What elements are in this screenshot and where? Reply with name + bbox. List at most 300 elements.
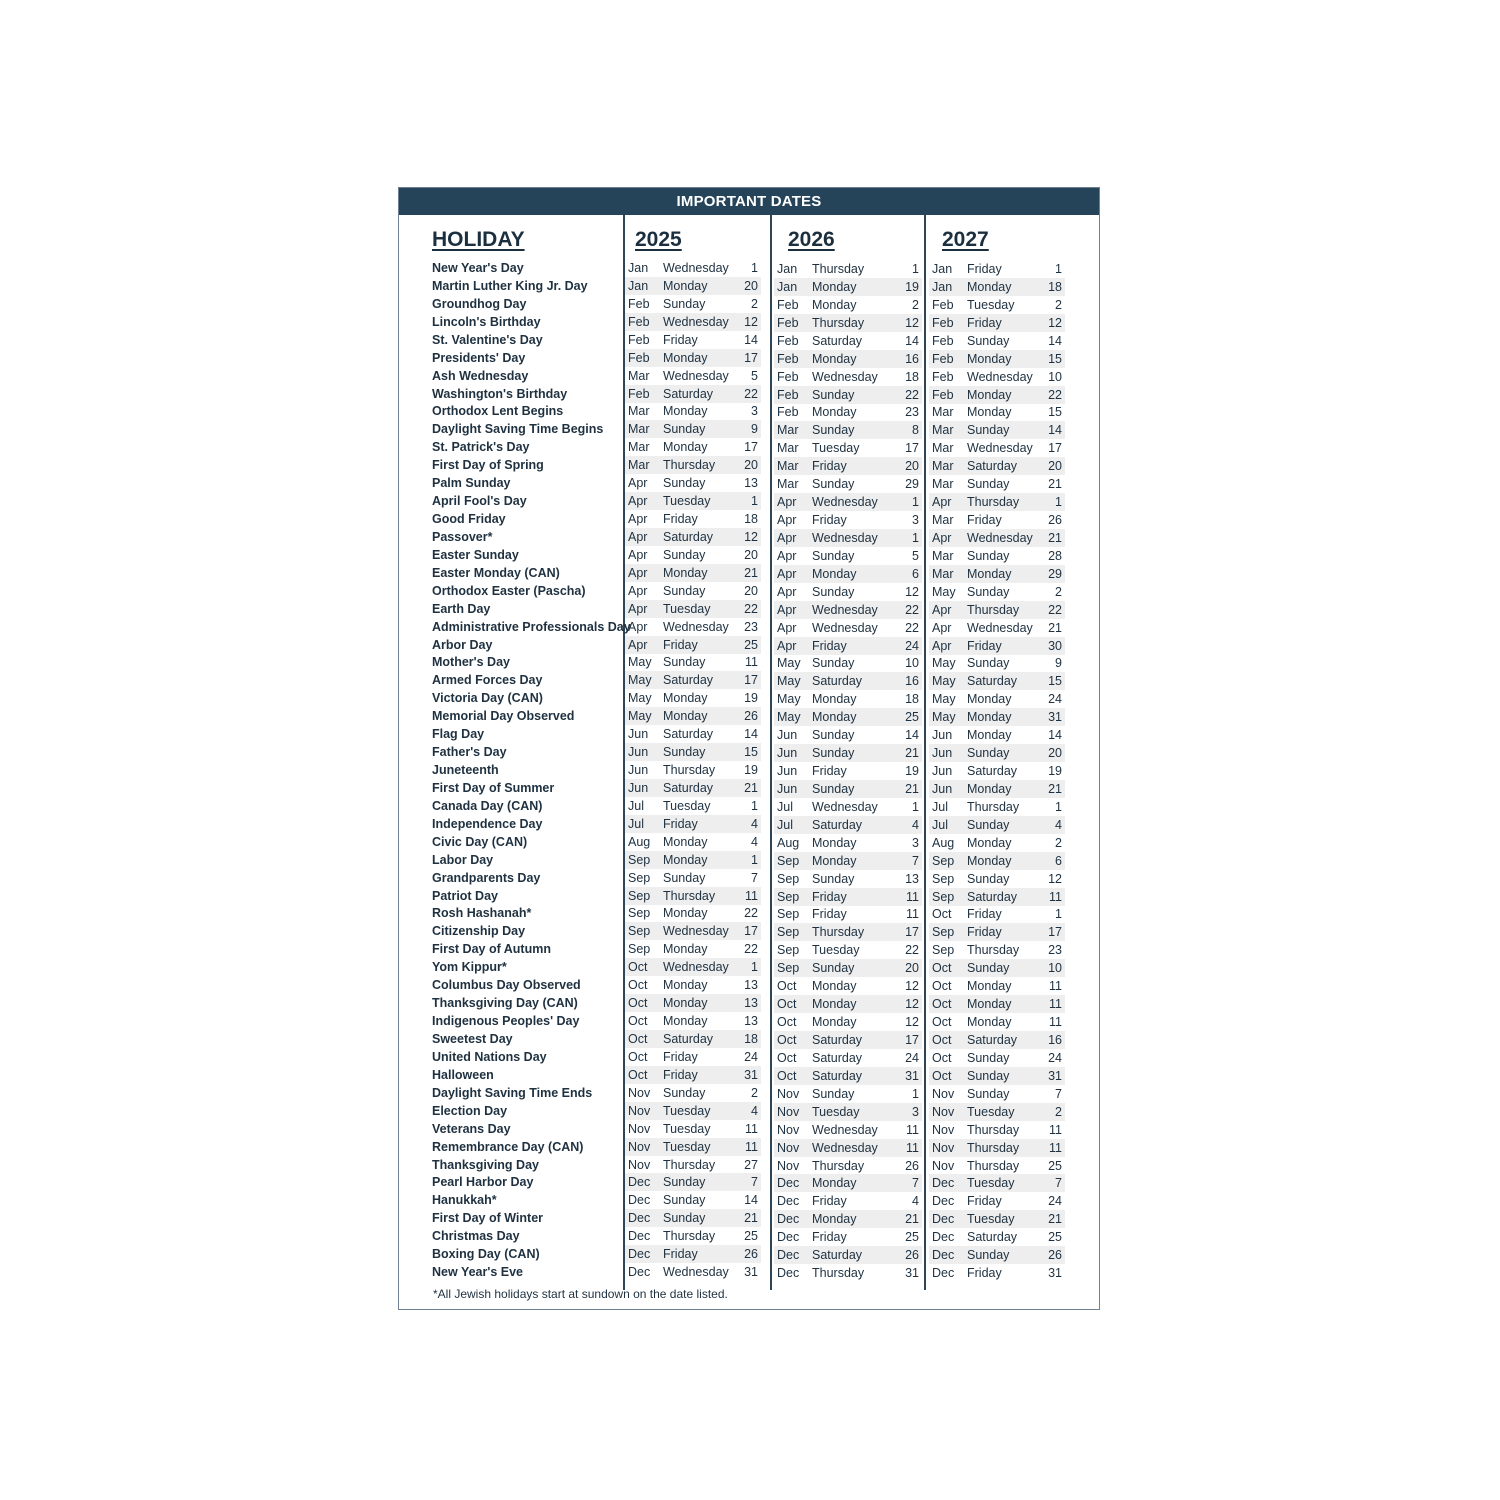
day-number: 29: [905, 477, 919, 492]
weekday: Friday: [663, 637, 698, 652]
day-number: 24: [905, 1050, 919, 1065]
holiday-name: Easter Sunday: [432, 547, 519, 562]
day-number: 11: [745, 1121, 758, 1136]
weekday: Wednesday: [663, 960, 729, 975]
date-row: [774, 296, 922, 314]
date-row: [625, 1084, 761, 1102]
day-number: 1: [1055, 907, 1062, 922]
date-row: [625, 1156, 761, 1174]
date-row: [625, 815, 761, 833]
month: Feb: [777, 369, 799, 384]
weekday: Monday: [663, 709, 708, 724]
weekday: Sunday: [812, 746, 855, 761]
date-row: [929, 529, 1065, 547]
date-row: [625, 1138, 761, 1156]
month: Jun: [628, 780, 649, 795]
month: Feb: [777, 387, 799, 402]
day-number: 7: [751, 870, 758, 885]
day-number: 25: [1048, 1158, 1062, 1173]
weekday: Thursday: [663, 763, 716, 778]
weekday: Monday: [663, 278, 708, 293]
date-row: [929, 421, 1065, 439]
year-header-2027: 2027: [942, 228, 989, 251]
date-row: [625, 438, 761, 456]
weekday: Tuesday: [967, 1212, 1015, 1227]
date-row: [929, 1031, 1065, 1049]
month: Mar: [628, 422, 650, 437]
month: Mar: [777, 477, 799, 492]
day-number: 17: [1048, 925, 1062, 940]
day-number: 7: [1055, 1176, 1062, 1191]
weekday: Tuesday: [812, 943, 860, 958]
month: Feb: [777, 351, 799, 366]
date-row: [929, 762, 1065, 780]
month: Feb: [777, 315, 799, 330]
month: May: [932, 710, 956, 725]
day-number: 23: [744, 619, 758, 634]
month: Dec: [628, 1193, 651, 1208]
holiday-name: Thanksgiving Day (CAN): [432, 996, 578, 1011]
holiday-name: United Nations Day: [432, 1049, 547, 1064]
month: Apr: [777, 602, 797, 617]
day-number: 14: [1048, 423, 1062, 438]
weekday: Wednesday: [967, 620, 1033, 635]
day-number: 24: [905, 638, 919, 653]
date-row: [929, 1228, 1065, 1246]
date-row: [929, 852, 1065, 870]
day-number: 3: [751, 404, 758, 419]
month: May: [777, 692, 801, 707]
date-row: [929, 905, 1065, 923]
day-number: 20: [1048, 746, 1062, 761]
month: Sep: [628, 888, 651, 903]
date-row: [625, 600, 761, 618]
day-number: 1: [1055, 799, 1062, 814]
month: Apr: [628, 619, 648, 634]
weekday: Sunday: [967, 333, 1010, 348]
weekday: Sunday: [663, 1211, 706, 1226]
date-row: [774, 816, 922, 834]
date-row: [774, 1192, 922, 1210]
month: Oct: [628, 960, 648, 975]
holiday-name: Thanksgiving Day: [432, 1157, 539, 1172]
weekday: Saturday: [812, 674, 863, 689]
day-number: 22: [905, 620, 919, 635]
date-row: [625, 707, 761, 725]
date-row: [774, 708, 922, 726]
date-row: [774, 1013, 922, 1031]
day-number: 1: [912, 530, 919, 545]
day-number: 4: [751, 816, 758, 831]
weekday: Thursday: [663, 1157, 716, 1172]
date-row: [774, 762, 922, 780]
day-number: 19: [905, 764, 919, 779]
weekday: Monday: [663, 1014, 708, 1029]
date-row: [625, 1012, 761, 1030]
holiday-name: First Day of Summer: [432, 780, 555, 795]
date-row: [929, 690, 1065, 708]
day-number: 1: [751, 798, 758, 813]
month: Mar: [932, 548, 954, 563]
day-number: 21: [905, 781, 919, 796]
holiday-name: Memorial Day Observed: [432, 709, 575, 724]
holiday-name: First Day of Spring: [432, 458, 544, 473]
day-number: 22: [1048, 387, 1062, 402]
holiday-name: Lincoln's Birthday: [432, 314, 541, 329]
day-number: 11: [745, 1139, 758, 1154]
date-row: [774, 439, 922, 457]
weekday: Monday: [812, 297, 857, 312]
date-row: [929, 959, 1065, 977]
month: Apr: [628, 476, 648, 491]
date-row: [929, 1121, 1065, 1139]
date-row: [774, 529, 922, 547]
day-number: 11: [745, 655, 758, 670]
day-number: 24: [1048, 692, 1062, 707]
date-row: [929, 457, 1065, 475]
day-number: 19: [905, 279, 919, 294]
card-title: IMPORTANT DATES: [399, 188, 1099, 215]
day-number: 25: [744, 637, 758, 652]
date-row: [774, 1049, 922, 1067]
holiday-name: St. Valentine's Day: [432, 332, 543, 347]
day-number: 21: [1048, 477, 1062, 492]
month: Oct: [777, 1050, 797, 1065]
holiday-name: Canada Day (CAN): [432, 798, 543, 813]
weekday: Monday: [663, 350, 708, 365]
weekday: Tuesday: [812, 441, 860, 456]
holiday-name: Sweetest Day: [432, 1031, 513, 1046]
day-number: 24: [1048, 1194, 1062, 1209]
weekday: Monday: [812, 566, 857, 581]
holiday-name: Passover*: [432, 529, 493, 544]
day-number: 2: [1055, 1104, 1062, 1119]
weekday: Monday: [967, 387, 1012, 402]
weekday: Friday: [812, 513, 847, 528]
weekday: Sunday: [967, 746, 1010, 761]
holiday-name: Hanukkah*: [432, 1193, 497, 1208]
month: Oct: [628, 1067, 648, 1082]
day-number: 22: [905, 387, 919, 402]
month: Feb: [932, 315, 954, 330]
weekday: Thursday: [812, 262, 865, 276]
holiday-name: Remembrance Day (CAN): [432, 1139, 584, 1154]
date-row: [774, 314, 922, 332]
year-header-2026: 2026: [788, 228, 835, 251]
date-row: [774, 403, 922, 421]
weekday: Tuesday: [663, 1103, 711, 1118]
month: Feb: [932, 297, 954, 312]
weekday: Sunday: [812, 1086, 855, 1101]
day-number: 1: [912, 1086, 919, 1101]
date-row: [625, 582, 761, 600]
month: Dec: [628, 1247, 651, 1262]
day-number: 4: [1055, 817, 1062, 832]
date-row: [774, 565, 922, 583]
weekday: Thursday: [812, 1266, 865, 1281]
holiday-name: Halloween: [432, 1067, 494, 1082]
day-number: 15: [1048, 351, 1062, 366]
weekday: Monday: [663, 404, 708, 419]
weekday: Wednesday: [967, 441, 1033, 456]
holiday-name: Father's Day: [432, 745, 507, 760]
weekday: Monday: [812, 1212, 857, 1227]
weekday: Monday: [663, 440, 708, 455]
month: Feb: [777, 405, 799, 420]
weekday: Tuesday: [663, 798, 711, 813]
day-number: 1: [751, 494, 758, 509]
weekday: Wednesday: [967, 369, 1033, 384]
month: Apr: [777, 495, 797, 510]
month: Jan: [932, 279, 953, 294]
month: Feb: [932, 369, 954, 384]
weekday: Friday: [812, 1230, 847, 1245]
day-number: 12: [905, 315, 919, 330]
month: Feb: [777, 297, 799, 312]
weekday: Monday: [967, 710, 1012, 725]
holiday-name: Armed Forces Day: [432, 673, 543, 688]
day-number: 2: [912, 297, 919, 312]
holiday-name: Grandparents Day: [432, 870, 541, 885]
date-row: [929, 834, 1065, 852]
month: Nov: [777, 1086, 800, 1101]
month: Apr: [628, 637, 648, 652]
weekday: Thursday: [967, 943, 1020, 958]
day-number: 1: [1055, 262, 1062, 276]
month: Sep: [777, 853, 800, 868]
holiday-name: Daylight Saving Time Ends: [432, 1085, 593, 1100]
weekday: Monday: [812, 710, 857, 725]
day-number: 6: [912, 566, 919, 581]
date-row: [929, 332, 1065, 350]
weekday: Friday: [967, 925, 1002, 940]
weekday: Friday: [967, 1194, 1002, 1209]
column-divider: [924, 215, 926, 1290]
weekday: Saturday: [663, 386, 714, 401]
month: Apr: [777, 530, 797, 545]
date-row: [774, 583, 922, 601]
day-number: 12: [905, 997, 919, 1012]
day-number: 29: [1048, 566, 1062, 581]
date-row: [929, 1013, 1065, 1031]
month: Jul: [777, 799, 793, 814]
month: Sep: [628, 870, 651, 885]
month: Apr: [628, 529, 648, 544]
date-row: [929, 1264, 1065, 1282]
month: Feb: [628, 350, 650, 365]
weekday: Friday: [967, 907, 1002, 922]
date-row: [929, 726, 1065, 744]
holiday-name: Christmas Day: [432, 1229, 520, 1244]
day-number: 14: [1048, 333, 1062, 348]
date-row: [625, 833, 761, 851]
weekday: Monday: [663, 834, 708, 849]
day-number: 20: [744, 547, 758, 562]
weekday: Monday: [967, 979, 1012, 994]
weekday: Saturday: [967, 1230, 1018, 1245]
weekday: Wednesday: [812, 602, 878, 617]
month: May: [628, 673, 652, 688]
month: Mar: [628, 368, 650, 383]
month: Apr: [777, 566, 797, 581]
month: May: [932, 674, 956, 689]
date-row: [929, 798, 1065, 816]
weekday: Monday: [663, 996, 708, 1011]
date-row: [625, 295, 761, 313]
day-number: 4: [751, 834, 758, 849]
weekday: Tuesday: [967, 1176, 1015, 1191]
weekday: Sunday: [812, 656, 855, 671]
date-row: [625, 1102, 761, 1120]
date-row: [625, 1173, 761, 1191]
day-number: 23: [905, 405, 919, 420]
weekday: Saturday: [812, 817, 863, 832]
weekday: Sunday: [812, 781, 855, 796]
date-row: [774, 905, 922, 923]
date-row: [929, 816, 1065, 834]
month: Apr: [628, 583, 648, 598]
date-row: [929, 278, 1065, 296]
weekday: Thursday: [663, 888, 716, 903]
weekday: Monday: [967, 279, 1012, 294]
month: Jul: [777, 817, 793, 832]
day-number: 12: [905, 584, 919, 599]
weekday: Sunday: [967, 548, 1010, 563]
month: Aug: [628, 834, 651, 849]
weekday: Saturday: [812, 333, 863, 348]
month: Oct: [932, 1015, 952, 1030]
month: Sep: [628, 906, 651, 921]
month: Nov: [628, 1121, 651, 1136]
holiday-name: Veterans Day: [432, 1121, 511, 1136]
weekday: Tuesday: [663, 494, 711, 509]
month: Jun: [628, 763, 649, 778]
date-row: [625, 1227, 761, 1245]
date-row: [929, 350, 1065, 368]
day-number: 25: [905, 710, 919, 725]
day-number: 11: [1049, 979, 1062, 994]
date-row: [929, 1067, 1065, 1085]
date-row: [625, 922, 761, 940]
month: Apr: [932, 530, 952, 545]
day-number: 22: [744, 906, 758, 921]
holiday-name: St. Patrick's Day: [432, 440, 530, 455]
day-number: 20: [744, 458, 758, 473]
weekday: Friday: [967, 513, 1002, 528]
day-number: 1: [1055, 495, 1062, 510]
day-number: 7: [1055, 1086, 1062, 1101]
weekday: Wednesday: [812, 799, 878, 814]
weekday: Wednesday: [812, 620, 878, 635]
day-number: 1: [912, 495, 919, 510]
date-row: [929, 368, 1065, 386]
day-number: 14: [905, 728, 919, 743]
day-number: 11: [906, 1122, 919, 1137]
month: Dec: [932, 1248, 955, 1263]
day-number: 7: [912, 853, 919, 868]
weekday: Wednesday: [663, 1265, 729, 1280]
weekday: Monday: [812, 351, 857, 366]
weekday: Monday: [663, 942, 708, 957]
day-number: 15: [744, 745, 758, 760]
month: Oct: [777, 1032, 797, 1047]
weekday: Wednesday: [812, 530, 878, 545]
day-number: 3: [912, 1104, 919, 1119]
holiday-name: April Fool's Day: [432, 494, 527, 509]
date-row: [929, 314, 1065, 332]
weekday: Wednesday: [663, 924, 729, 939]
month: Nov: [628, 1085, 651, 1100]
date-row: [774, 457, 922, 475]
weekday: Sunday: [663, 547, 706, 562]
month: Sep: [777, 943, 800, 958]
weekday: Monday: [812, 279, 857, 294]
weekday: Monday: [663, 691, 708, 706]
holiday-name: Good Friday: [432, 512, 506, 527]
holiday-name: Martin Luther King Jr. Day: [432, 278, 588, 293]
day-number: 26: [1048, 513, 1062, 528]
date-row: [774, 1157, 922, 1175]
day-number: 20: [905, 961, 919, 976]
weekday: Friday: [663, 512, 698, 527]
date-row: [929, 439, 1065, 457]
weekday: Monday: [967, 835, 1012, 850]
day-number: 17: [744, 440, 758, 455]
month: Oct: [932, 1068, 952, 1083]
date-row: [929, 654, 1065, 672]
day-number: 31: [1048, 1068, 1062, 1083]
holiday-name: Labor Day: [432, 852, 494, 867]
date-row: [929, 637, 1065, 655]
month: Feb: [628, 296, 650, 311]
weekday: Sunday: [967, 1248, 1010, 1263]
holiday-name: Civic Day (CAN): [432, 834, 528, 849]
day-number: 14: [905, 333, 919, 348]
date-row: [774, 601, 922, 619]
month: Dec: [628, 1211, 651, 1226]
holiday-name: Orthodox Lent Begins: [432, 404, 564, 419]
weekday: Thursday: [967, 495, 1020, 510]
holiday-name: Yom Kippur*: [432, 960, 507, 975]
month: Nov: [777, 1158, 800, 1173]
month: Nov: [628, 1157, 651, 1172]
holiday-name: Patriot Day: [432, 888, 498, 903]
weekday: Saturday: [812, 1032, 863, 1047]
month: Dec: [777, 1266, 800, 1281]
day-number: 11: [1049, 1140, 1062, 1155]
month: Jan: [628, 278, 649, 293]
weekday: Friday: [812, 907, 847, 922]
month: Sep: [932, 853, 955, 868]
date-row: [625, 474, 761, 492]
weekday: Monday: [812, 979, 857, 994]
date-row: [929, 1085, 1065, 1103]
day-number: 21: [744, 780, 758, 795]
weekday: Sunday: [967, 1086, 1010, 1101]
month: Jul: [628, 798, 644, 813]
holiday-name: Election Day: [432, 1103, 508, 1118]
month: Mar: [932, 405, 954, 420]
month: Oct: [932, 961, 952, 976]
date-row: [625, 420, 761, 438]
month: Nov: [932, 1086, 955, 1101]
day-number: 2: [751, 1085, 758, 1100]
month: Nov: [777, 1122, 800, 1137]
month: Apr: [932, 638, 952, 653]
day-number: 14: [744, 727, 758, 742]
weekday: Friday: [663, 332, 698, 347]
day-number: 13: [744, 996, 758, 1011]
